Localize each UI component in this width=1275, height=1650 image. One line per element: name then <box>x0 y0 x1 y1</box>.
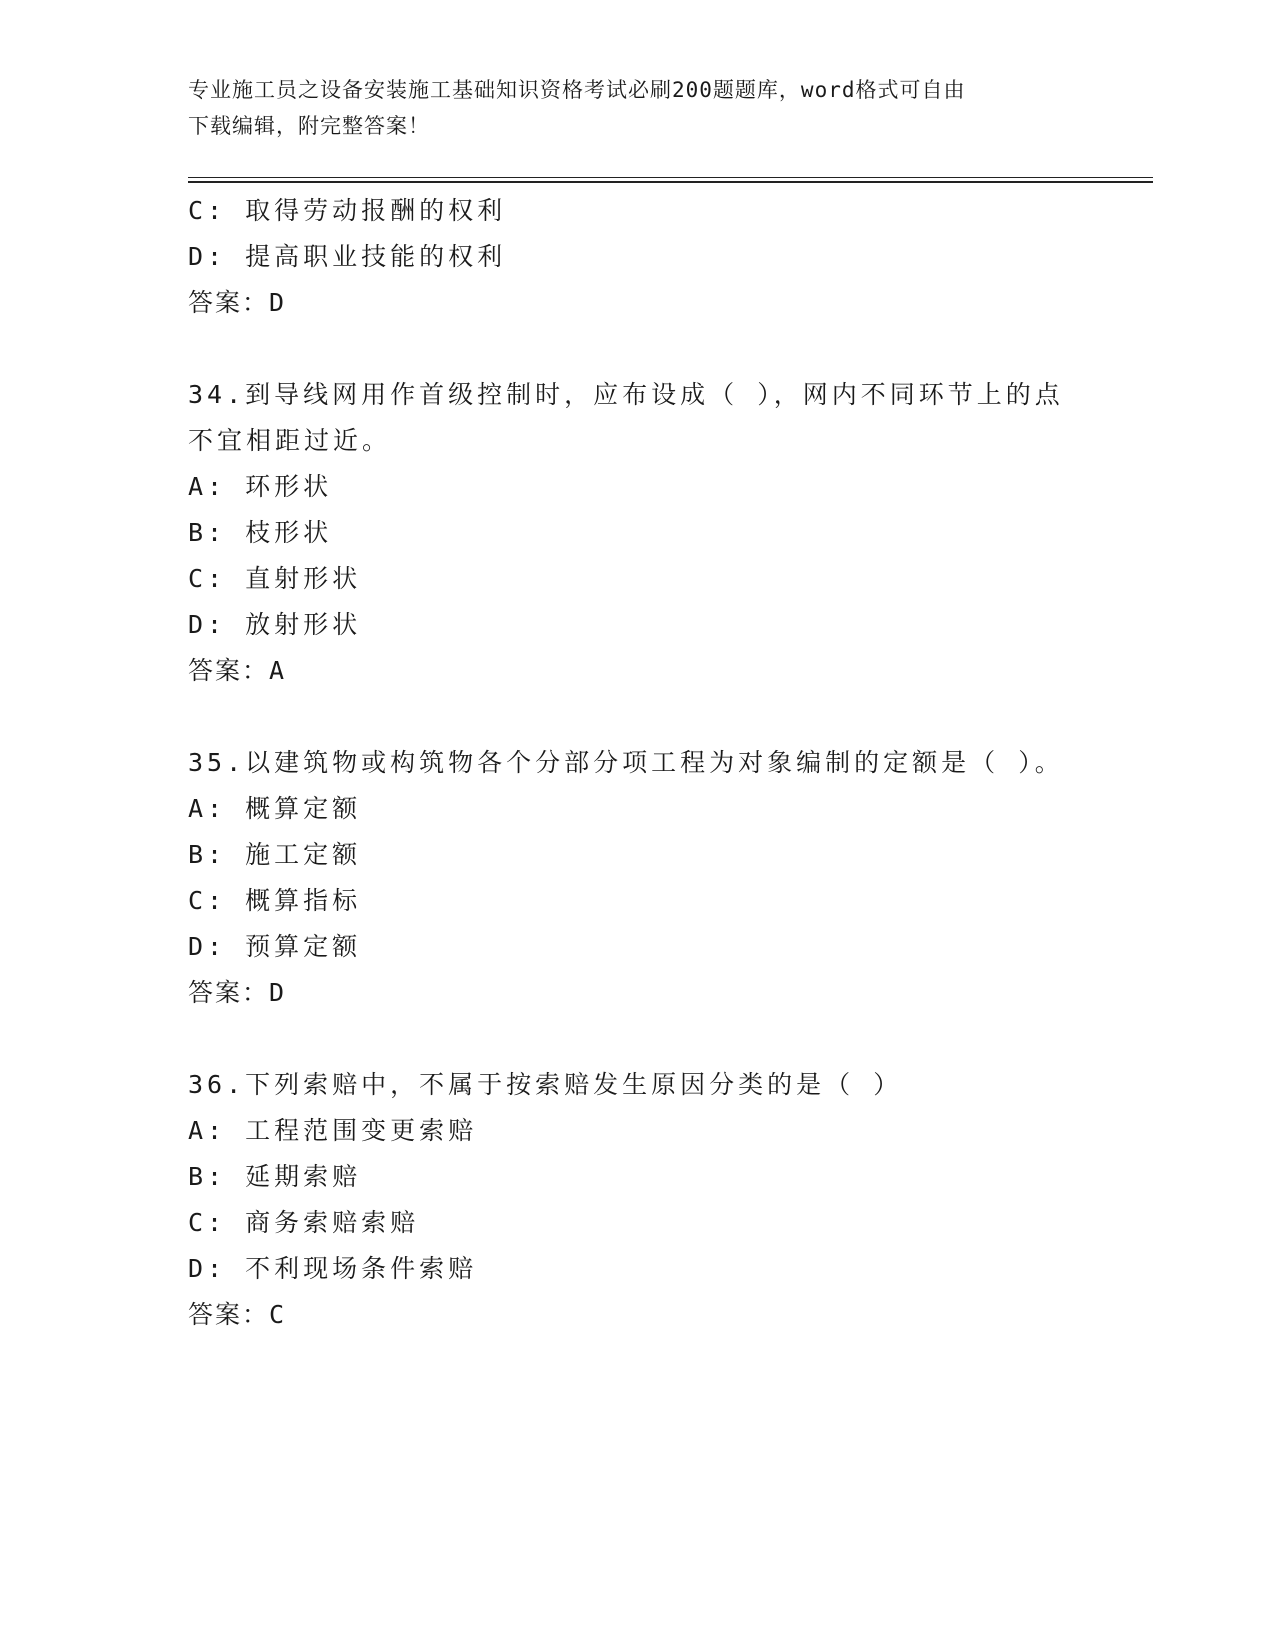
question-stem-line: 36.下列索赔中，不属于按索赔发生原因分类的是（ ） <box>188 1070 903 1099</box>
option-b: B: 枝形状 <box>188 518 333 547</box>
option-c: C: 直射形状 <box>188 564 362 593</box>
answer-line: 答案：D <box>188 978 287 1007</box>
spacer <box>188 1016 1088 1062</box>
option-a: A: 工程范围变更索赔 <box>188 1116 478 1145</box>
document-header <box>188 72 1068 144</box>
question-33-continuation <box>188 188 1088 326</box>
option-b: B: 施工定额 <box>188 840 362 869</box>
option-a: A: 环形状 <box>188 472 333 501</box>
spacer <box>188 326 1088 372</box>
question-35 <box>188 740 1088 1016</box>
option-d: D: 放射形状 <box>188 610 362 639</box>
question-36 <box>188 1062 1088 1338</box>
option-d: D: 预算定额 <box>188 932 362 961</box>
option-c: C: 概算指标 <box>188 886 362 915</box>
answer-line: 答案：C <box>188 1300 287 1329</box>
option-c: C: 商务索赔索赔 <box>188 1208 420 1237</box>
option-a: A: 概算定额 <box>188 794 362 823</box>
spacer <box>188 694 1088 740</box>
question-list <box>188 188 1088 1338</box>
option-c: C: 取得劳动报酬的权利 <box>188 196 507 225</box>
question-stem-line: 不宜相距过近。 <box>188 426 392 455</box>
header-line-1: 专业施工员之设备安装施工基础知识资格考试必刷200题题库，word格式可自由 <box>188 78 966 102</box>
option-d: D: 不利现场条件索赔 <box>188 1254 478 1283</box>
question-stem-line: 34.到导线网用作首级控制时，应布设成（ ），网内不同环节上的点 <box>188 380 1064 409</box>
header-divider-thick <box>188 181 1153 183</box>
option-d: D: 提高职业技能的权利 <box>188 242 507 271</box>
option-b: B: 延期索赔 <box>188 1162 362 1191</box>
question-stem-line: 35.以建筑物或构筑物各个分部分项工程为对象编制的定额是（ ）。 <box>188 748 1064 777</box>
answer-line: 答案：A <box>188 656 287 685</box>
answer-line: 答案：D <box>188 288 287 317</box>
question-34 <box>188 372 1088 694</box>
header-line-2: 下载编辑，附完整答案！ <box>188 114 430 138</box>
header-divider-thin <box>188 177 1153 178</box>
